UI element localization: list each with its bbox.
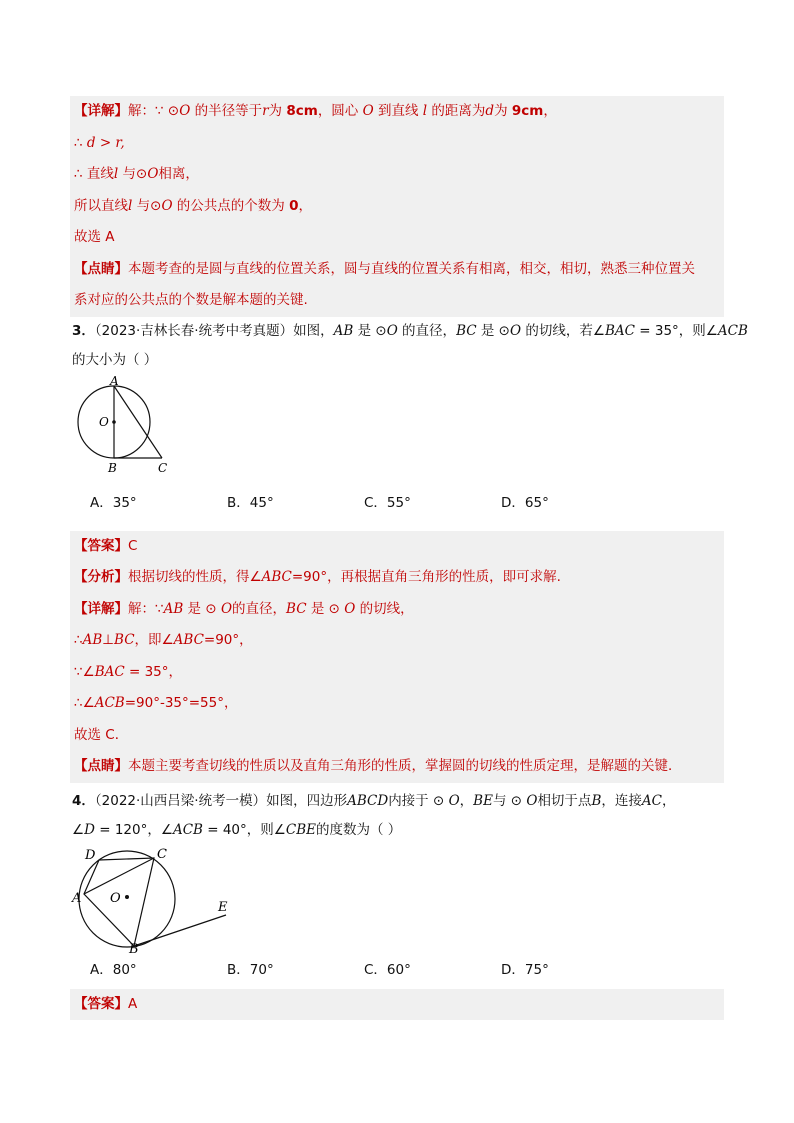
math-var: ABCD xyxy=(347,792,389,809)
tangent-be xyxy=(134,915,226,946)
comment-line-2: 系对应的公共点的个数是解本题的关键. xyxy=(74,292,308,308)
text: 解：∵ xyxy=(128,600,164,617)
text: ∠ xyxy=(72,821,85,838)
text: 是 ⊙ xyxy=(306,600,345,617)
math-var: B xyxy=(591,792,602,809)
options-q3 xyxy=(70,488,724,518)
detail-line xyxy=(70,594,724,626)
label-a: A xyxy=(72,890,82,906)
math-var: r xyxy=(262,103,269,119)
text: ，连接 xyxy=(601,792,642,809)
text: 是 ⊙ xyxy=(476,322,510,339)
math: d > r, xyxy=(86,134,125,151)
label-b: B xyxy=(108,460,117,475)
math-var: l xyxy=(128,197,133,214)
math-var: d xyxy=(485,103,495,119)
label-a: A xyxy=(110,373,119,388)
choice-line: 故选 A xyxy=(74,229,115,245)
option-a[interactable]: A．80° xyxy=(90,961,137,978)
line xyxy=(70,128,724,160)
text: 如图， xyxy=(293,322,334,339)
value: 0 xyxy=(289,197,299,214)
math-var: BAC xyxy=(94,663,125,680)
answer-value: A xyxy=(128,995,138,1012)
math-var: O xyxy=(526,792,538,809)
math-var: ACB xyxy=(717,322,748,339)
text: 的切线， xyxy=(355,600,414,617)
answer-line xyxy=(70,989,724,1021)
question-3-line-1 xyxy=(72,317,748,346)
math-var: AB xyxy=(333,322,354,339)
value: 9cm xyxy=(511,103,544,119)
document-page xyxy=(70,96,748,1020)
comment-tag: 【点睛】 xyxy=(74,260,128,277)
text: = 120°，∠ xyxy=(94,821,173,838)
option-d[interactable]: D．65° xyxy=(501,494,549,511)
line xyxy=(70,159,724,191)
question-4-line-1 xyxy=(72,787,724,816)
options-q4 xyxy=(70,955,724,985)
text: 的半径等于 xyxy=(190,103,263,119)
text: 与⊙ xyxy=(118,166,148,182)
text: 是 ⊙ xyxy=(183,600,221,617)
text: 到直线 xyxy=(373,103,423,119)
math-var: BE xyxy=(473,792,493,809)
math-var: O xyxy=(147,166,159,182)
comment-line xyxy=(70,254,724,286)
text: 的度数为（ ） xyxy=(316,821,402,838)
text: 的直径， xyxy=(232,600,287,617)
question-number: 4． xyxy=(72,792,95,809)
option-c[interactable]: C．55° xyxy=(364,494,411,511)
math-var: O xyxy=(161,197,173,214)
math-var: BC xyxy=(286,600,307,617)
text: 根据切线的性质，得∠ xyxy=(128,569,262,585)
math-var: O xyxy=(362,103,374,119)
text: ⊥ xyxy=(102,632,115,648)
label-c: C xyxy=(158,460,168,475)
line xyxy=(70,191,724,223)
math-var: l xyxy=(113,166,119,182)
math-var: O xyxy=(448,792,460,809)
answer-value: C xyxy=(128,537,138,554)
text: ， xyxy=(298,197,313,214)
text: ∴ xyxy=(74,134,87,151)
text: 如图，四边形 xyxy=(266,792,348,809)
question-source: （2022·山西吕梁·统考一模） xyxy=(94,792,267,809)
comment-tag: 【点睛】 xyxy=(74,758,128,774)
text: 为 xyxy=(494,103,512,119)
option-b[interactable]: B．45° xyxy=(227,494,274,511)
figure-q3 xyxy=(70,375,724,488)
center-dot xyxy=(125,895,129,899)
text: 与 ⊙ xyxy=(492,792,527,809)
option-c[interactable]: C．60° xyxy=(364,961,411,978)
detail-tag: 【详解】 xyxy=(74,103,128,119)
text: 本题主要考查切线的性质以及直角三角形的性质，掌握圆的切线的性质定理，是解题的关键． xyxy=(128,758,682,774)
text: ，即∠ xyxy=(134,632,174,648)
math-var: BAC xyxy=(604,322,635,339)
segment-ac xyxy=(114,386,162,458)
option-b[interactable]: B．70° xyxy=(227,961,274,978)
text: = 35°， xyxy=(124,663,183,680)
text: 的距离为 xyxy=(427,103,486,119)
label-d: D xyxy=(85,847,96,863)
math-var: BC xyxy=(456,322,477,339)
math-var: D xyxy=(84,821,95,838)
text: ∴ 直线 xyxy=(74,166,114,182)
text: 与⊙ xyxy=(132,197,162,214)
text: ，圆心 xyxy=(317,103,363,119)
text: =90°，再根据直角三角形的性质，即可求解. xyxy=(291,569,561,585)
math-var: ABC xyxy=(173,632,204,648)
analysis-line xyxy=(70,562,724,594)
math-var: CBE xyxy=(285,821,316,838)
question-4-line-2 xyxy=(72,816,724,845)
math-var: AB xyxy=(163,600,184,617)
option-d[interactable]: D．75° xyxy=(501,961,549,978)
math-var: O xyxy=(344,600,356,617)
text: 的切线，若∠ xyxy=(521,322,605,339)
line xyxy=(70,625,724,657)
comment-line xyxy=(70,751,724,783)
question-3-line-2: 的大小为（ ） xyxy=(72,351,158,368)
label-c: C xyxy=(157,846,167,862)
math-var: ACB xyxy=(94,695,125,711)
text: =90°-35°=55°， xyxy=(124,695,238,711)
text: 所以直线 xyxy=(74,197,128,214)
text: ， xyxy=(459,792,474,809)
text: 相离， xyxy=(158,166,199,182)
center-dot xyxy=(112,420,116,424)
text: = 40°，则∠ xyxy=(202,821,286,838)
solution-block-q4 xyxy=(70,989,724,1021)
math-var: BC xyxy=(114,632,135,648)
detail-line xyxy=(70,96,724,128)
question-3 xyxy=(70,317,748,375)
inscribed-quadrilateral-diagram xyxy=(70,845,250,955)
label-o: O xyxy=(99,414,109,429)
label-e: E xyxy=(218,899,228,915)
math-var: AC xyxy=(641,792,662,809)
math-var: O xyxy=(220,600,233,617)
answer-line xyxy=(70,531,724,563)
solution-block-q3 xyxy=(70,531,724,783)
figure-q4 xyxy=(70,845,724,955)
math-var: ACB xyxy=(172,821,203,838)
text: 解：∵ ⊙ xyxy=(128,103,180,119)
text: 本题考查的是圆与直线的位置关系，圆与直线的位置关系有相离，相交，相切，熟悉三种位置关 xyxy=(128,260,695,277)
line xyxy=(70,688,724,720)
text: ∴ xyxy=(74,632,83,648)
question-source: （2023·吉林长春·统考中考真题） xyxy=(94,322,294,339)
question-number: 3． xyxy=(72,322,95,339)
text: 为 xyxy=(268,103,287,119)
label-o: O xyxy=(110,890,121,906)
text: ， xyxy=(661,792,676,809)
option-a[interactable]: A．35° xyxy=(90,494,137,511)
math-var: AB xyxy=(82,632,103,648)
text: = 35°，则∠ xyxy=(634,322,718,339)
line xyxy=(70,657,724,689)
label-b: B xyxy=(129,941,139,957)
text: 是 ⊙ xyxy=(353,322,387,339)
text: 的公共点的个数为 xyxy=(172,197,290,214)
text: ∴∠ xyxy=(74,695,95,711)
solution-block-q2 xyxy=(70,96,724,317)
question-4 xyxy=(70,787,724,845)
answer-tag: 【答案】 xyxy=(74,995,128,1012)
detail-tag: 【详解】 xyxy=(74,600,128,617)
text: 内接于 ⊙ xyxy=(388,792,449,809)
text: 的直径， xyxy=(397,322,457,339)
math-var: O xyxy=(386,322,398,339)
text: 相切于点 xyxy=(537,792,592,809)
text: ， xyxy=(543,103,557,119)
math-var: O xyxy=(509,322,522,339)
math-var: ABC xyxy=(261,569,292,585)
analysis-tag: 【分析】 xyxy=(74,569,128,585)
text: =90°， xyxy=(203,632,253,648)
text: ∵∠ xyxy=(74,663,95,680)
math-var: l xyxy=(422,103,428,119)
answer-tag: 【答案】 xyxy=(74,537,128,554)
choice-line: 故选 C． xyxy=(74,726,129,743)
circle-tangent-diagram xyxy=(70,375,190,488)
value: 8cm xyxy=(286,103,318,119)
math-var: O xyxy=(179,103,191,119)
